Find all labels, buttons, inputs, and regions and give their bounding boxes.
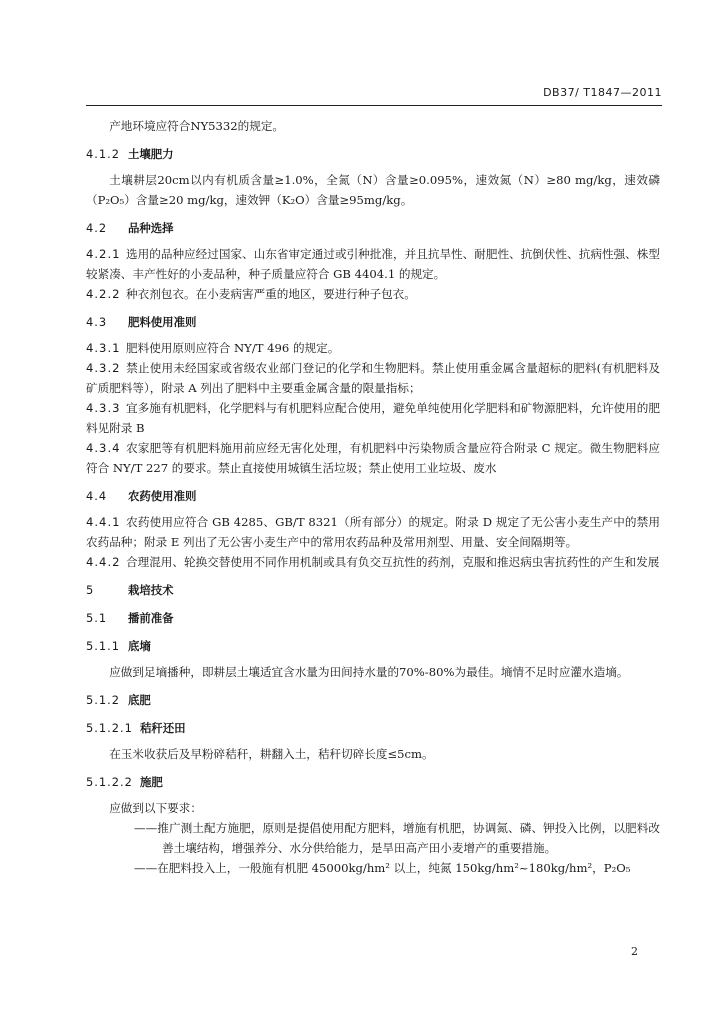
- section-number: 5.1.2: [86, 693, 120, 707]
- clause-text: 种衣剂包衣。在小麦病害严重的地区，要进行种子包衣。: [126, 287, 416, 301]
- section-title: 底肥: [128, 693, 151, 707]
- section-heading: [86, 144, 660, 164]
- paragraph: 应做到以下要求：: [109, 801, 202, 815]
- clause-text: 肥料使用原则应符合 NY/T 496 的规定。: [126, 341, 340, 355]
- section-heading: [86, 486, 660, 506]
- section-title: 播前准备: [128, 611, 174, 625]
- clause-text: 合理混用、轮换交替使用不同作用机制或具有负交互抗性的药剂，克服和推迟病虫害抗药性的产生和发展: [126, 555, 660, 569]
- clause-number: 4.2.2: [86, 287, 121, 301]
- clause-number: 4.2.1: [86, 247, 121, 261]
- section-number: 5.1.2.2: [86, 775, 133, 789]
- dash-list-item: ——在肥料投入上，一般施有机肥 45000kg/hm² 以上，纯氮 150kg/hm²~180kg/hm²，P₂O₅: [134, 861, 631, 875]
- clause: [86, 552, 660, 572]
- section-heading: [86, 718, 660, 738]
- clause-text: 农家肥等有机肥料施用前应经无害化处理，有机肥料中污染物质含量应符合附录 C 规定。微生物肥料应符合 NY/T 227 的要求。禁止直接使用城镇生活垃圾；禁止使用工业垃圾、废水: [86, 441, 660, 475]
- standard-code: DB37/ T1847—2011: [543, 86, 662, 99]
- document-body: [86, 116, 660, 878]
- clause: [86, 512, 660, 552]
- section-title: 秸秆还田: [140, 721, 186, 735]
- section-heading: [86, 218, 660, 238]
- paragraph: 土壤耕层20cm以内有机质含量≥1.0%，全氮（N）含量≥0.095%，速效氮（N）≥80 mg/kg，速效磷（P₂O₅）含量≥20 mg/kg，速效钾（K₂O）含量≥95mg/kg。: [86, 173, 660, 207]
- section-number: 5.1.2.1: [86, 721, 133, 735]
- clause-text: 宜多施有机肥料，化学肥料与有机肥料应配合使用，避免单纯使用化学肥料和矿物源肥料，允许使用的肥料见附录 B: [86, 401, 660, 435]
- clause-text: 禁止使用未经国家或省级农业部门登记的化学和生物肥料。禁止使用重金属含量超标的肥料(有机肥料及矿质肥料等），附录 A 列出了肥料中主要重金属含量的限量指标；: [86, 361, 660, 395]
- clause-number: 4.3.3: [86, 401, 121, 415]
- dash-list-item: ——推广测土配方施肥，原则是提倡使用配方肥料，增施有机肥，协调氮、磷、钾投入比例，以肥料改善土壤结构，增强养分、水分供给能力，是旱田高产田小麦增产的重要措施。: [134, 821, 660, 855]
- section-heading: [86, 608, 660, 628]
- paragraph: 在玉米收获后及早粉碎秸秆，耕翻入土，秸秆切碎长度≤5cm。: [109, 747, 434, 761]
- section-title: 肥料使用准则: [128, 315, 197, 329]
- clause-number: 4.3.4: [86, 441, 121, 455]
- clause-number: 4.4.1: [86, 515, 121, 529]
- clause-number: 4.3.2: [86, 361, 121, 375]
- section-number: 4.2: [86, 221, 108, 235]
- section-number: 4.4: [86, 489, 108, 503]
- clause-number: 4.3.1: [86, 341, 121, 355]
- section-heading: [86, 690, 660, 710]
- section-number: 4.1.2: [86, 147, 120, 161]
- clause: [86, 438, 660, 478]
- section-title: 农药使用准则: [128, 489, 197, 503]
- section-title: 底墒: [128, 639, 151, 653]
- section-heading: [86, 312, 660, 332]
- header-rule: [86, 105, 662, 106]
- paragraph: 产地环境应符合NY5332的规定。: [109, 119, 285, 133]
- clause-text: 选用的品种应经过国家、山东省审定通过或引种批准，并且抗旱性、耐肥性、抗倒伏性、抗病性强、株型较紧凑、丰产性好的小麦品种，种子质量应符合 GB 4404.1 的规定。: [86, 247, 660, 281]
- section-heading: [86, 580, 660, 600]
- section-title: 品种选择: [128, 221, 174, 235]
- section-number: 5.1.1: [86, 639, 120, 653]
- clause: [86, 244, 660, 284]
- clause-text: 农药使用应符合 GB 4285、GB/T 8321（所有部分）的规定。附录 D 规定了无公害小麦生产中的禁用农药品种；附录 E 列出了无公害小麦生产中的常用农药品种及常用剂型、用量、安全间隔期等。: [86, 515, 660, 549]
- section-number: 5: [86, 583, 95, 597]
- clause: [86, 358, 660, 398]
- clause-number: 4.4.2: [86, 555, 121, 569]
- section-title: 土壤肥力: [128, 147, 174, 161]
- section-heading: [86, 772, 660, 792]
- section-title: 施肥: [140, 775, 163, 789]
- clause: [86, 398, 660, 438]
- page-number: 2: [631, 945, 638, 958]
- section-number: 5.1: [86, 611, 108, 625]
- clause: [86, 284, 660, 304]
- clause: [86, 338, 660, 358]
- section-heading: [86, 636, 660, 656]
- section-title: 栽培技术: [128, 583, 174, 597]
- section-number: 4.3: [86, 315, 108, 329]
- paragraph: 应做到足墒播种，即耕层土壤适宜含水量为田间持水量的70%-80%为最佳。墒情不足时应灌水造墒。: [109, 665, 629, 679]
